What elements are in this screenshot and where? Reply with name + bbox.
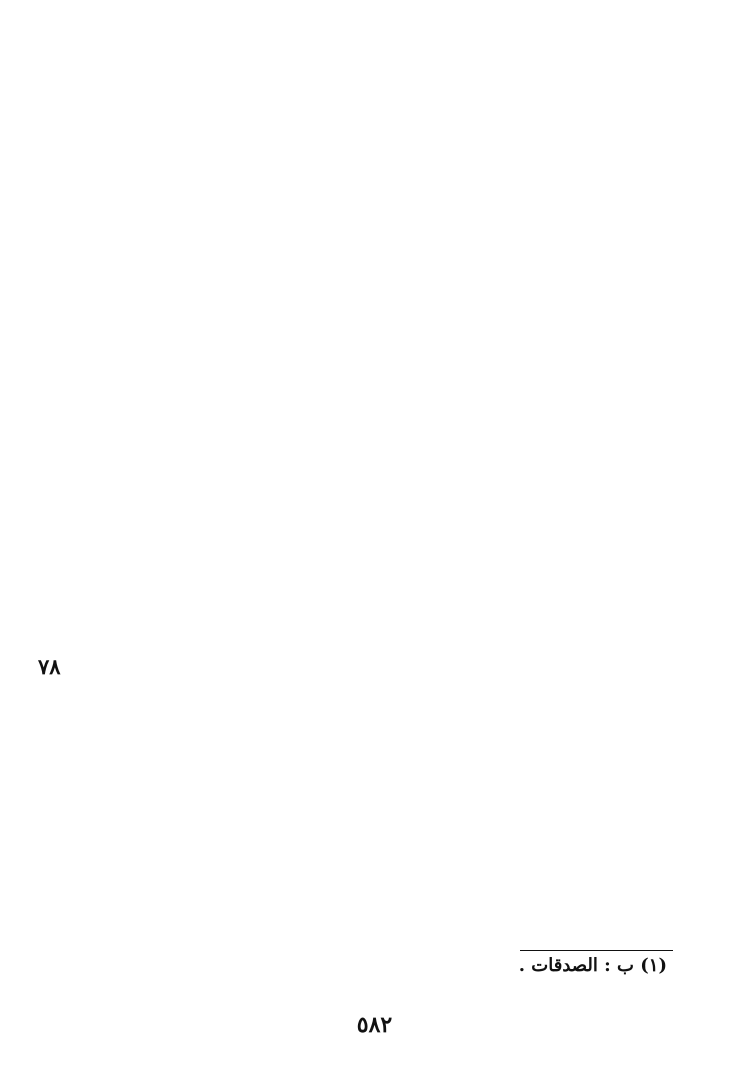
margin-number: ٧٨ bbox=[38, 654, 61, 679]
footnote: (١) ب : الصدقات . bbox=[518, 955, 667, 976]
footnote-separator bbox=[520, 950, 673, 951]
page-number: ٥٨٢ bbox=[356, 1012, 393, 1038]
